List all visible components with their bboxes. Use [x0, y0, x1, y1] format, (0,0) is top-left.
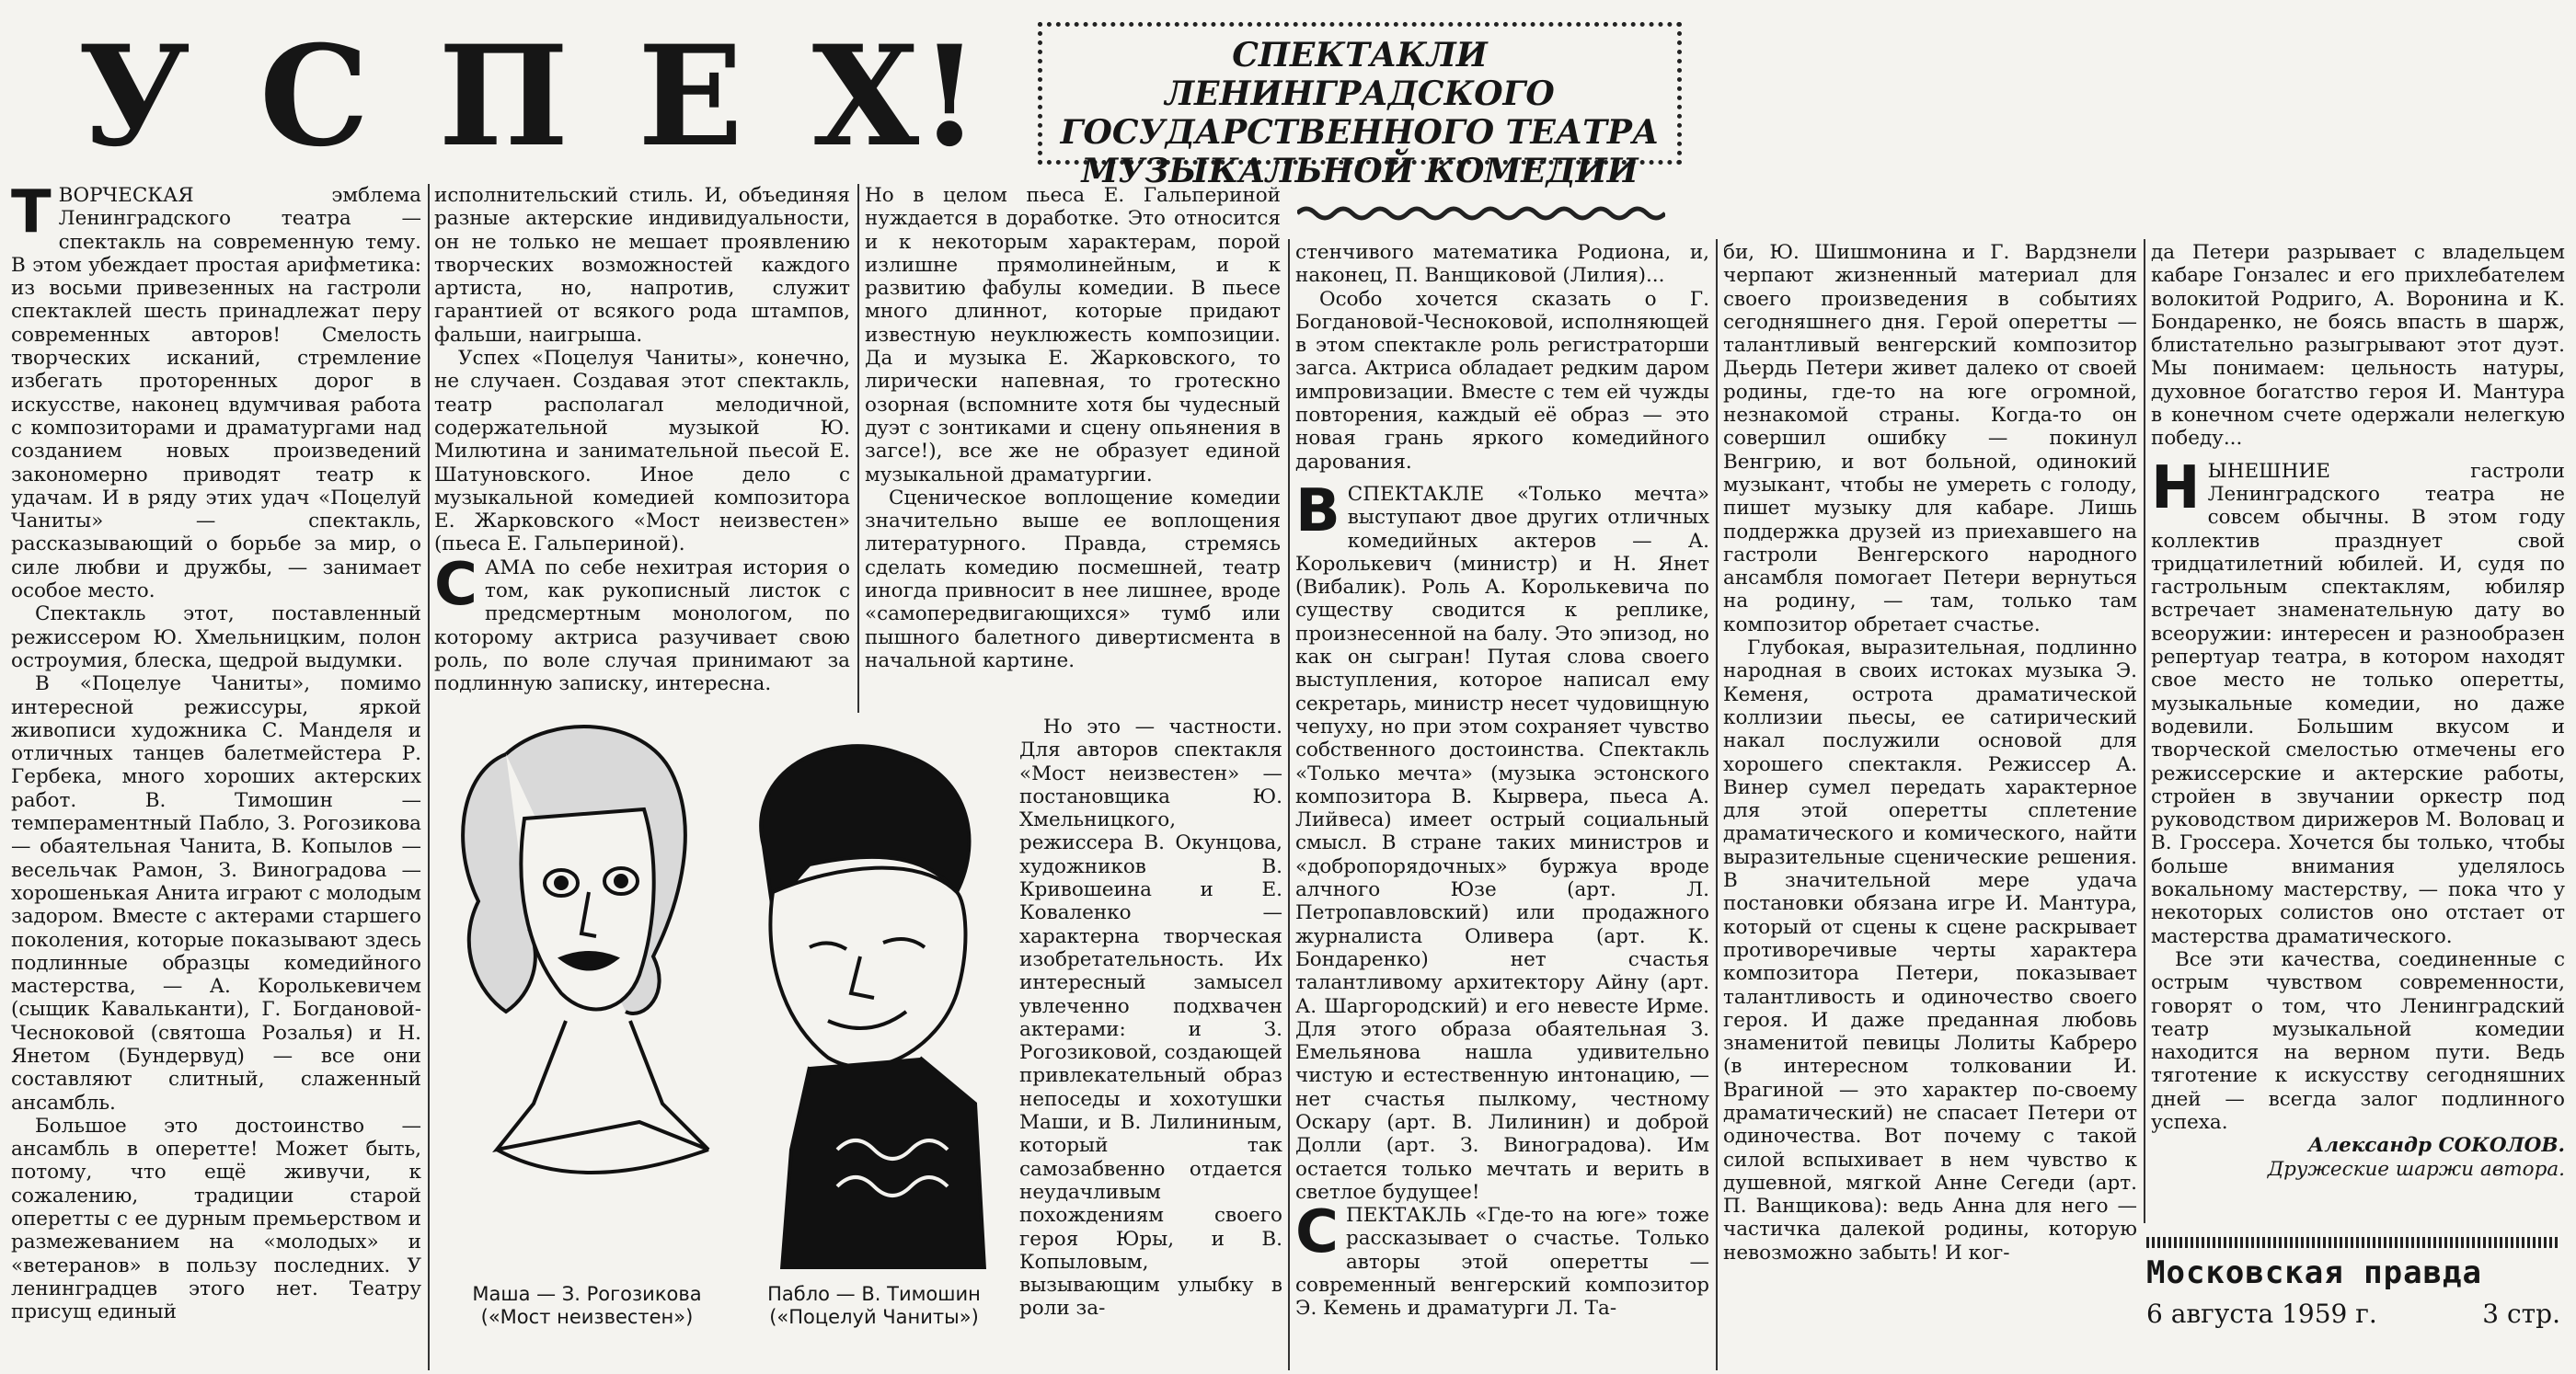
paragraph: Сценическое воплощение комедии значительно выше ее воплощения литературного. Правда, стремясь сделать комедию посмешней, театр иногда привносит в нее лишнее, вроде «самопередвигающихся» тумб или пышного балетного дивертисмента в начальной картине.	[865, 486, 1281, 672]
drop-cap: В	[1295, 476, 1340, 545]
article-column-3b	[1019, 716, 1282, 1370]
issue-date: 6 августа 1959 г.	[2146, 1299, 2377, 1329]
headline-letter: С	[259, 16, 370, 177]
column-rule	[1288, 239, 1290, 1370]
headline-title	[78, 9, 980, 184]
article-column-3	[865, 184, 1281, 713]
column-rule	[2144, 239, 2145, 1223]
drop-cap: Н	[2151, 453, 2201, 522]
footer-rule	[2146, 1237, 2560, 1248]
caption-line: («Мост неизвестен»)	[480, 1306, 694, 1328]
caption-left	[440, 1283, 734, 1329]
caption-right	[727, 1283, 1021, 1329]
caption-line: Маша — З. Рогозикова	[472, 1283, 702, 1305]
caption-line: Пабло — В. Тимошин	[767, 1283, 981, 1305]
paragraph: исполнительский стиль. И, объединяя разные актерские индивидуальности, он не только не мешает проявлению творческих возможностей каждого артиста, но, напротив, служит гарантией от всякого рода штампов, фальши, наигрыша.	[434, 184, 850, 347]
paragraph-text: ПЕКТАКЛЬ «Где-то на юге» тоже рассказывает о счастье. Только авторы этой оперетты — современный венгерский композитор Э. Кемень и драматурги Л. Та-	[1295, 1204, 1709, 1321]
subtitle-line: МУЗЫКАЛЬНОЙ КОМЕДИИ	[1081, 152, 1639, 190]
paragraph: стенчивого математика Родиона, и, наконец, П. Ванщиковой (Лилия)...	[1295, 241, 1709, 288]
headline-letter: П	[438, 16, 569, 177]
paragraph: Успех «Поцелуя Чаниты», конечно, не случаен. Создавая этот спектакль, театр располагал мелодичной, содержательной музыкой Ю. Милютина и занимательной пьесой Е. Шатуновского. Иное дело с музыкальной комедией композитора Е. Жарковского «Мост неизвестен» (пьеса Е. Гальпериной).	[434, 347, 850, 556]
paragraph-text: ВОРЧЕСКАЯ эмблема Ленинградского театра — спектакль на современную тему. В этом убеждает простая арифметика: из восьми привезенных на гастроли спектаклей шесть принадлежат перу современных авторов! Смелость творческих исканий, стремление избегать проторенных дорог в искусстве, наконец вдумчивая работа с композиторами и драматургами над созданием новых произведений закономерно приводят театр к удачам. И в ряду этих удач «Поцелуй Чаниты» — спектакль, рассказывающий о борьбе за мир, о силе любви и дружбы, — занимает особое место.	[11, 184, 421, 603]
article-column-2	[434, 184, 850, 713]
paragraph	[11, 184, 421, 602]
paragraph-text: ЫНЕШНИЕ гастроли Ленинградского театра не совсем обычны. В этом году коллектив празднует свой тридцатилетний юбилей. И, судя по гастрольным спектаклям, юбиляр встречает знаменательную дату во всеоружии: интересен и разнообразен репертуар театра, в котором находят свое место не только оперетты, музыкальные комедии, но даже водевили. Большим вкусом и творческой смелостью отмечены его режиссерские и актерские работы, стройен в звучании оркестр под руководством дирижеров М. Воловац и В. Гроссера. Хочется бы только, чтобы больше внимания уделялось вокальному мастерству, — пока что у некоторых солистов оно отстает от мастерства драматического.	[2151, 459, 2565, 948]
paragraph: Спектакль этот, поставленный режиссером Ю. Хмельницким, полон остроумия, блеска, щедрой выдумки.	[11, 602, 421, 672]
drop-cap: С	[434, 550, 477, 619]
page-number: 3 стр.	[2482, 1299, 2560, 1329]
masha-caricature	[463, 727, 708, 1173]
paragraph-text: АМА по себе нехитрая история о том, как рукописный листок с предсмертным монологом, по которому актриса разучивает свою роль, по воле случая принимают за подлинную записку, интересна.	[434, 555, 850, 696]
headline-letter: Е	[638, 16, 743, 177]
paragraph: да Петери разрывает с владельцем кабаре Гонзалес и его прихлебателем волокитой Родриго, А. Воронина и К. Бондаренко, не боясь впасть в шарж, блистательно разыгрывают этот дуэт. Мы понимаем: цельность натуры, духовное богатство героя И. Мантура в конечном счете одержали нелегкую победу...	[2151, 241, 2565, 451]
paragraph: В «Поцелуе Чаниты», помимо интересной режиссуры, яркой живописи художника С. Манделя и отличных танцев балетмейстера Р. Гербека, много хороших актерских работ. В. Тимошин — темпераментный Пабло, З. Рогозикова — обаятельная Чанита, В. Копылов — весельчак Рамон, З. Виноградова — хорошенькая Анита играют с молодым задором. Вместе с актерами старшего поколения, которые показывают здесь подлинные образцы комедийного мастерства, — А. Королькевичем (сыщик Кавальканти), Г. Богдановой-Чесноковой (святоша Розалья) и Н. Янетом (Бундервуд) — все они составляют слитный, слаженный ансамбль.	[11, 672, 421, 1115]
column-rule	[428, 184, 430, 1370]
column-rule	[1716, 239, 1718, 1370]
dateline	[2146, 1299, 2560, 1329]
article-column-1	[11, 184, 421, 1370]
paragraph	[1295, 476, 1709, 1204]
paragraph: Большое это достоинство — ансамбль в оперетте! Может быть, потому, что ещё живучи, к сожалению, традиции старой оперетты с ее дурным премьерством и размежеванием на «молодых» и «ветеранов» в пользу последних. У ленинградцев этого нет. Театру присущ единый	[11, 1114, 421, 1324]
drop-cap: С	[1295, 1198, 1339, 1267]
headline-letter: Х!	[811, 16, 980, 177]
paragraph: Все эти качества, соединенные с острым чувством современности, говорят о том, что Ленинградский театр музыкальной комедии находится на верном пути. Ведь тяготение к искусству сегодняшних дней — всегда залог подлинного успеха.	[2151, 947, 2565, 1134]
caricature-illustration	[442, 717, 1012, 1269]
subtitle-line: ГОСУДАРСТВЕННОГО ТЕАТРА	[1060, 113, 1660, 152]
paragraph	[1295, 1198, 1709, 1321]
article-column-4	[1295, 241, 1709, 1370]
illustration-credit: Дружеские шаржи автора.	[2267, 1157, 2565, 1181]
headline-letter: У	[78, 16, 190, 177]
subtitle-line: СПЕКТАКЛИ ЛЕНИНГРАДСКОГО	[1165, 36, 1555, 113]
drop-cap: Т	[11, 184, 52, 246]
author-signature: Александр СОКОЛОВ.	[2307, 1134, 2565, 1158]
paragraph: би, Ю. Шишмонина и Г. Вардзнели черпают жизненный материал для своего произведения в событиях сегодняшнего дня. Герой оперетты — талантливый венгерский композитор Дьердь Петери живет далеко от своей родины, где-то на юге огромной, незнакомой страны. Когда-то он совершил ошибку — покинул Венгрию, и вот больной, одинокий музыкант, чтобы не умереть с голоду, пишет музыку для кабаре. Лишь поддержка друзей из приехавшего на гастроли Венгерского народного ансамбля помогает Петери вернуться на родину, — там, только там композитор обретает счастье.	[1723, 241, 2137, 636]
subtitle-box	[1038, 22, 1682, 190]
paragraph: Но это — частности. Для авторов спектакля «Мост неизвестен» — постановщика Ю. Хмельницкого, режиссера В. Окунцова, художников В. Кривошеина и Е. Коваленко — характерна творческая изобретательность. Их интересный замысел увлеченно подхвачен актерами: и З. Рогозиковой, создающей привлекательный образ непоседы и хохотушки Маши, и В. Лилининым, который так самозабвенно отдается неудачливым похождениям своего героя Юры, и В. Копыловым, вызывающим улыбку в роли за-	[1019, 716, 1282, 1321]
article-column-6	[2151, 241, 2565, 1230]
paragraph: Особо хочется сказать о Г. Богдановой-Чесноковой, исполняющей в этом спектакле роль регистраторши загса. Актриса обладает редким даром импровизации. Вместе с тем ей чужды повторения, каждый её образ — это новая грань яркого комедийного дарования.	[1295, 287, 1709, 474]
paragraph-text: СПЕКТАКЛЕ «Только мечта» выступают двое других отличных комедийных актеров — А. Королькевич (министр) и Н. Янет (Вибалик). Роль А. Королькевича по существу сводится к реплике, произнесенной на балу. Это эпизод, но как он сыгран! Путая слова своего выступления, которое написал ему секретарь, министр несет чудовищную чепуху, но при этом сохраняет чувство собственного достоинства. Спектакль «Только мечта» (музыка эстонского композитора В. Кырвера, пьеса А. Лийвеса) имеет острый социальный смысл. В стране таких министров и «добропорядочных» буржуа вроде алчного Юзе (арт. Л. Петропавловский) или продажного журналиста Оливера (арт. К. Бондаренко) нет счастья талантливому архитектору Айну (арт. А. Шаргородский) и его невесте Ирме. Для этого образа обаятельная З. Емельянова нашла удивительно чистую и естественную интонацию, — нет счастья пылкому, честному Оскару (арт. В. Лилинин) и доброй Долли (арт. З. Виноградова). Им остается только мечтать и верить в светлое будущее!	[1295, 482, 1709, 1204]
paragraph: Но в целом пьеса Е. Гальпериной нуждается в доработке. Это относится и к некоторым характерам, порой излишне прямолинейным, и к развитию фабулы комедии. В пьесе много длиннот, которые придают известную неуклюжесть композиции. Да и музыка Е. Жарковского, то лирически напевная, то гротескно озорная (вспомните хотя бы чудесный дуэт с зонтиками и сцену опьянения в загсе!), все же не образует единой музыкальной драматургии.	[865, 184, 1281, 487]
paragraph	[2151, 453, 2565, 948]
column-rule	[857, 184, 859, 713]
paragraph	[434, 550, 850, 696]
newspaper-name: Московская правда	[2146, 1254, 2482, 1291]
paragraph: Глубокая, выразительная, подлинно народная в своих истоках музыка Э. Кеменя, острота драматической коллизии пьесы, ее сатирический накал послужили основой для хорошего спектакля. Режиссер А. Винер сумел передать характерное для этой оперетты сплетение драматического и комического, найти выразительные сценические решения. В значительной мере удача постановки обязана игре И. Мантура, который от сцены к сцене раскрывает противоречивые черты характера композитора Петери, показывает талантливость и одиночество своего героя. И даже преданная любовь знаменитой певицы Лолиты Кабреро (в интересном толковании И. Врагиной — это характер по-своему драматический) не спасает Петери от одиночества. Вот почему с такой силой вспыхивает в нем чувство к душевной, мягкой Анне Сегеди (арт. П. Ванщикова): ведь Анна для него — частичка далекой родины, которую невозможно забыть! И ког-	[1723, 636, 2137, 1265]
pablo-caricature	[761, 746, 984, 1269]
caption-line: («Поцелуй Чаниты»)	[769, 1306, 979, 1328]
article-column-5	[1723, 241, 2137, 1370]
wave-rule	[1297, 204, 1665, 223]
